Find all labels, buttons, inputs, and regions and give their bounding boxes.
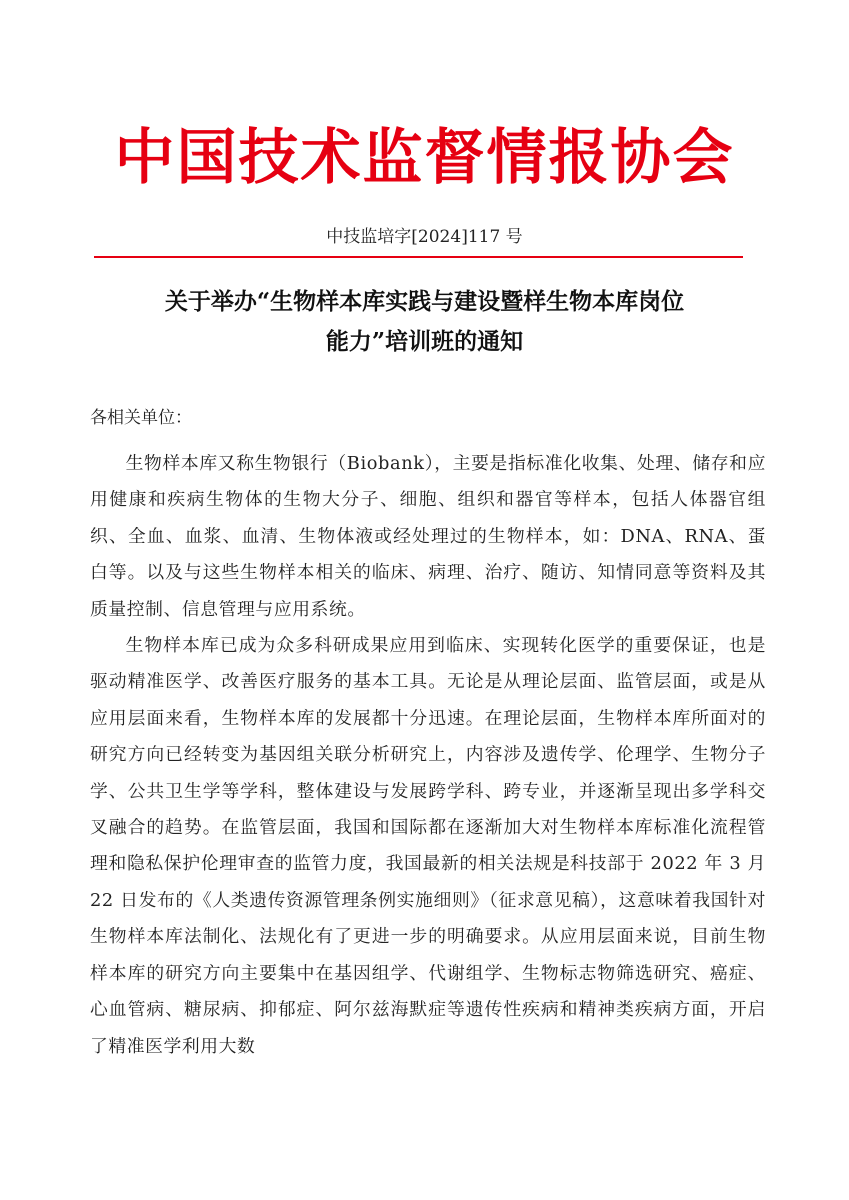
body-paragraph-2: 生物样本库已成为众多科研成果应用到临床、实现转化医学的重要保证，也是驱动精准医学、改善医疗服务的基本工具。无论是从理论层面、监管层面，或是从应用层面来看，生物样本库的发展都十分迅速。在理论层面，生物样本库所面对的研究方向已经转变为基因组关联分析研究上，内容涉及遗传学、伦理学、生物分子学、公共卫生学等学科，整体建设与发展跨学科、跨专业，并逐渐呈现出多学科交叉融合的趋势。在监管层面，我国和国际都在逐渐加大对生物样本库标准化流程管理和隐私保护伦理审查的监管力度，我国最新的相关法规是科技部于 2022 年 3 月 22 日发布的《人类遗传资源管理条例实施细则》（征求意见稿），这意味着我国针对生物样本库法制化、法规化有了更进一步的明确要求。从应用层面来说，目前生物样本库的研究方向主要集中在基因组学、代谢组学、生物标志物筛选研究、癌症、心血管病、糖尿病、抑郁症、阿尔兹海默症等遗传性疾病和精神类疾病方面，开启了精准医学利用大数	[90, 635, 766, 1057]
notice-title	[90, 282, 759, 362]
organization-letterhead: 中国技术监督情报协会	[114, 123, 735, 193]
letterhead-divider	[94, 256, 743, 258]
document-number: 中技监培字[2024]117 号	[326, 227, 523, 247]
body-paragraph-1: 生物样本库又称生物银行（Biobank），主要是指标准化收集、处理、储存和应用健康和疾病生物体的生物大分子、细胞、组织和器官等样本，包括人体器官组织、全血、血浆、血清、生物体液或经处理过的生物样本，如：DNA、RNA、蛋白等。以及与这些生物样本相关的临床、病理、治疗、随访、知情同意等资料及其质量控制、信息管理与应用系统。	[90, 453, 766, 620]
notice-title-line-1: 关于举办“生物样本库实践与建设暨样生物本库岗位	[164, 288, 685, 315]
notice-title-line-2: 能力”培训班的通知	[325, 328, 524, 355]
notice-body	[90, 446, 766, 1065]
salutation: 各相关单位：	[90, 408, 192, 428]
